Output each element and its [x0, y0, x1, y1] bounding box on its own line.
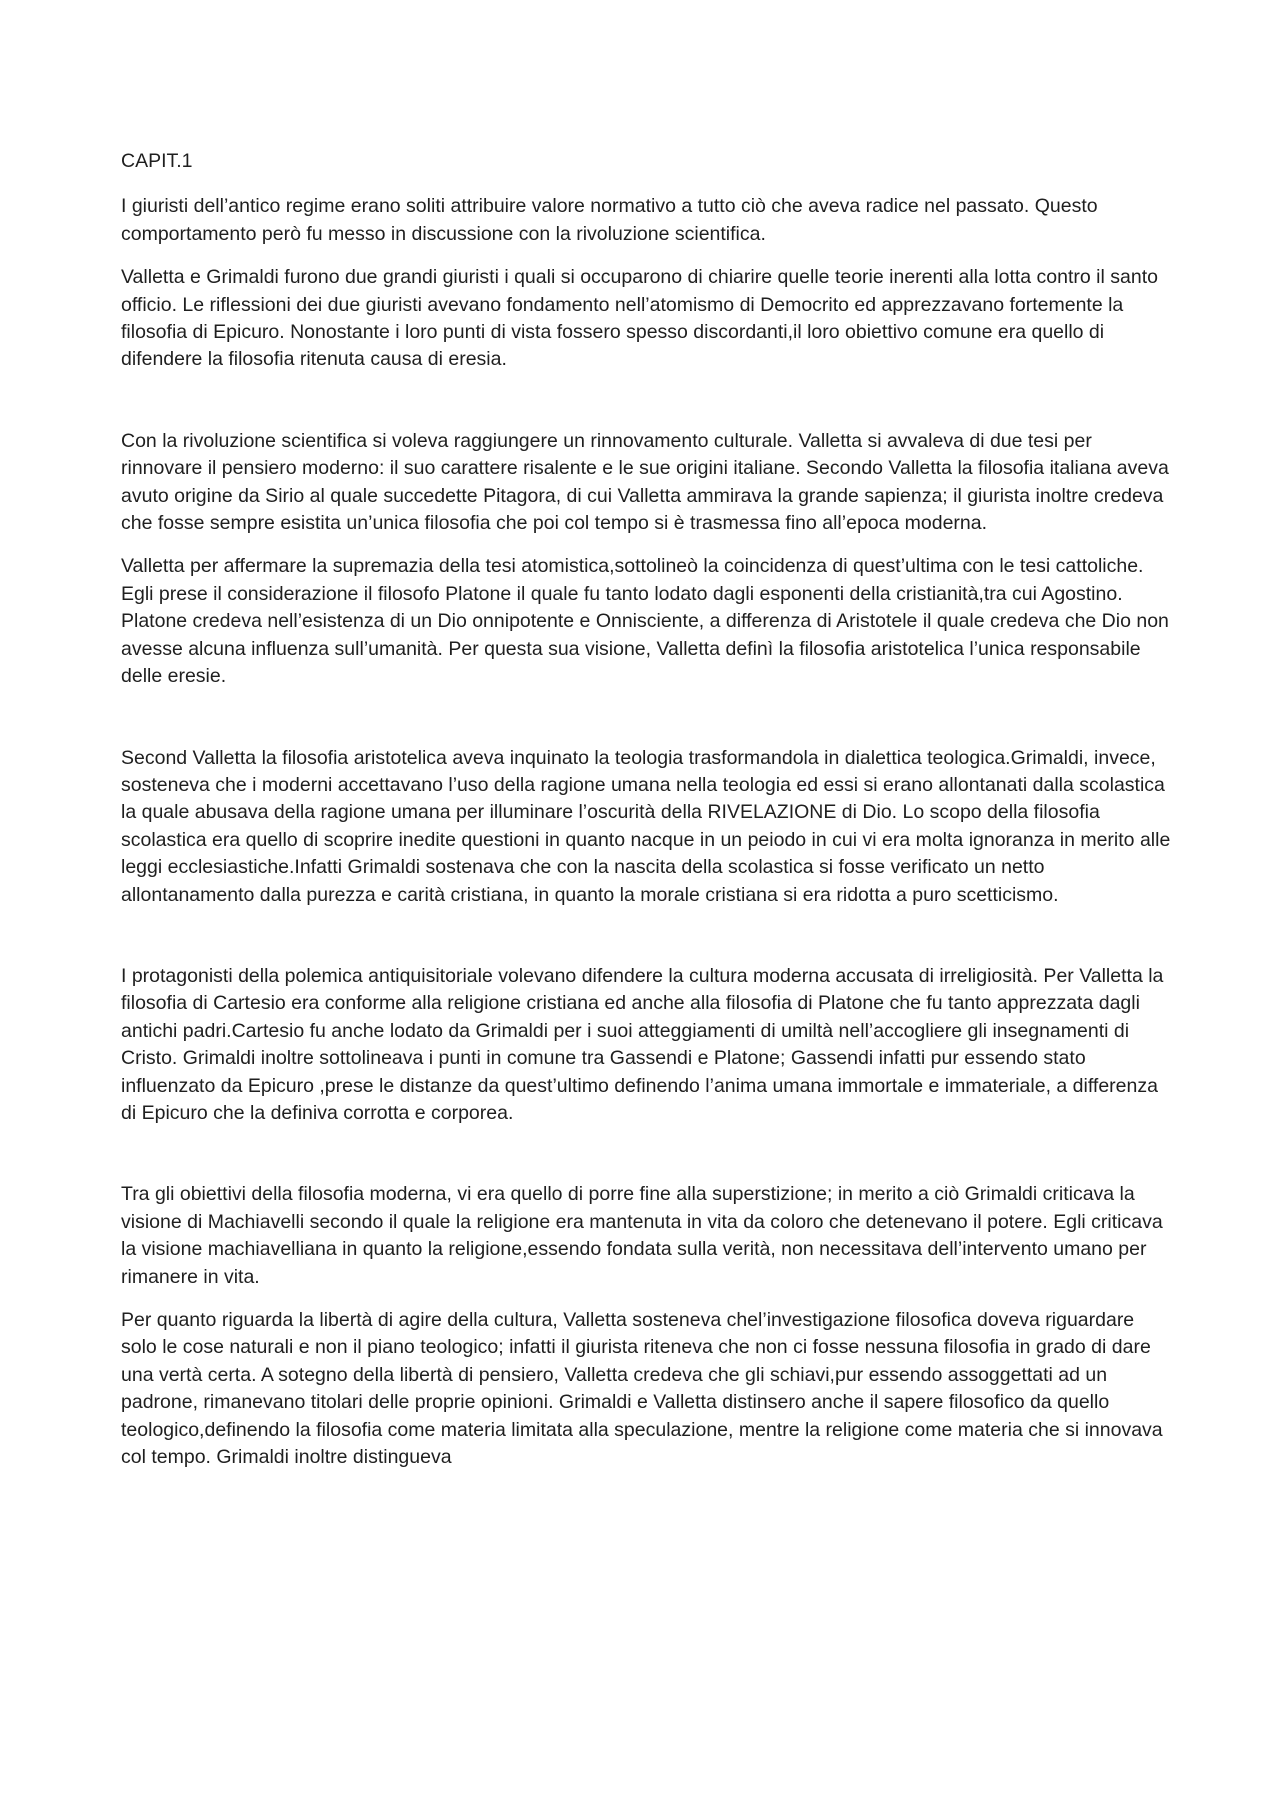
paragraph-8: Per quanto riguarda la libertà di agire della cultura, Valletta sosteneva chel’investigazione filosofica doveva riguardare solo le cose naturali e non il piano teologico; infatti il giurista riteneva che non ci fosse nessuna filosofia in grado di dare una vertà certa. A sotegno della libertà di pensiero, Valletta credeva che gli schiavi,pur essendo assoggettati ad un padrone, rimanevano titolari delle proprie opinioni. Grimaldi e Valletta distinsero anche il sapere filosofico da quello teologico,definendo la filosofia come materia limitata alla speculazione, mentre la religione come materia che si innovava col tempo. Grimaldi inoltre distingueva	[121, 1309, 1163, 1469]
paragraph-5: Second Valletta la filosofia aristotelica aveva inquinato la teologia trasformandola in dialettica teologica.Grimaldi, invece, sosteneva che i moderni accettavano l’uso della ragione umana nella teologia ed essi si erano allontanati dalla scolastica la quale abusava della ragione umana per illuminare l’oscurità della RIVELAZIONE di Dio. Lo scopo della filosofia scolastica era quello di scoprire inedite questioni in quanto nacque in un peiodo in cui vi era molta ignoranza in merito alle leggi ecclesiastiche.Infatti Grimaldi sostenava che con la nascita della scolastica si fosse verificato un netto allontanamento dalla purezza e carità cristiana, in quanto la morale cristiana si era ridotta a puro scetticismo.	[121, 746, 1171, 906]
paragraph-3: Con la rivoluzione scientifica si voleva raggiungere un rinnovamento culturale. Valletta si avvaleva di due tesi per rinnovare il pensiero moderno: il suo carattere risalente e le sue origini italiane. Secondo Valletta la filosofia italiana aveva avuto origine da Sirio al quale succedette Pitagora, di cui Valletta ammirava la grande sapienza; il giurista inoltre credeva che fosse sempre esistita un’unica filosofia che poi col tempo si è trasmessa fino all’epoca moderna.	[121, 429, 1169, 535]
paragraph-4: Valletta per affermare la supremazia della tesi atomistica,sottolineò la coincidenza di quest’ultima con le tesi cattoliche. Egli prese il considerazione il filosofo Platone il quale fu tanto lodato dagli esponenti della cristianità,tra cui Agostino. Platone credeva nell’esistenza di un Dio onnipotente e Onnisciente, a differenza di Aristotele il quale credeva che Dio non avesse alcuna influenza sull’umanità. Per questa sua visione, Valletta definì la filosofia aristotelica l’unica responsabile delle eresie.	[121, 555, 1169, 688]
paragraph-2: Valletta e Grimaldi furono due grandi giuristi i quali si occuparono di chiarire quelle teorie inerenti alla lotta contro il santo officio. Le riflessioni dei due giuristi avevano fondamento nell’atomismo di Democrito ed apprezzavano fortemente la filosofia di Epicuro. Nonostante i loro punti di vista fossero spesso discordanti,il loro obiettivo comune era quello di difendere la filosofia ritenuta causa di eresia.	[121, 266, 1158, 371]
document-page	[121, 148, 1171, 1487]
paragraph-1: I giuristi dell’antico regime erano soliti attribuire valore normativo a tutto ciò che aveva radice nel passato. Questo comportamento però fu messo in discussione con la rivoluzione scientifica.	[121, 195, 1098, 245]
paragraph-7: Tra gli obiettivi della filosofia moderna, vi era quello di porre fine alla superstizione; in merito a ciò Grimaldi criticava la visione di Machiavelli secondo il quale la religione era mantenuta in vita da coloro che detenevano il potere. Egli criticava la visione machiavelliana in quanto la religione,essendo fondata sulla verità, non necessitava dell’intervento umano per rimanere in vita.	[121, 1183, 1163, 1288]
paragraph-6: I protagonisti della polemica antiquisitoriale volevano difendere la cultura moderna accusata di irreligiosità. Per Valletta la filosofia di Cartesio era conforme alla religione cristiana ed anche alla filosofia di Platone che fu tanto apprezzata dagli antichi padri.Cartesio fu anche lodato da Grimaldi per i suoi atteggiamenti di umiltà nell’accogliere gli insegnamenti di Cristo. Grimaldi inoltre sottolineava i punti in comune tra Gassendi e Platone; Gassendi infatti pur essendo stato influenzato da Epicuro ,prese le distanze da quest’ultimo definendo l’anima umana immortale e immateriale, a differenza di Epicuro che la definiva corrotta e corporea.	[121, 964, 1164, 1124]
chapter-heading: CAPIT.1	[121, 150, 193, 172]
